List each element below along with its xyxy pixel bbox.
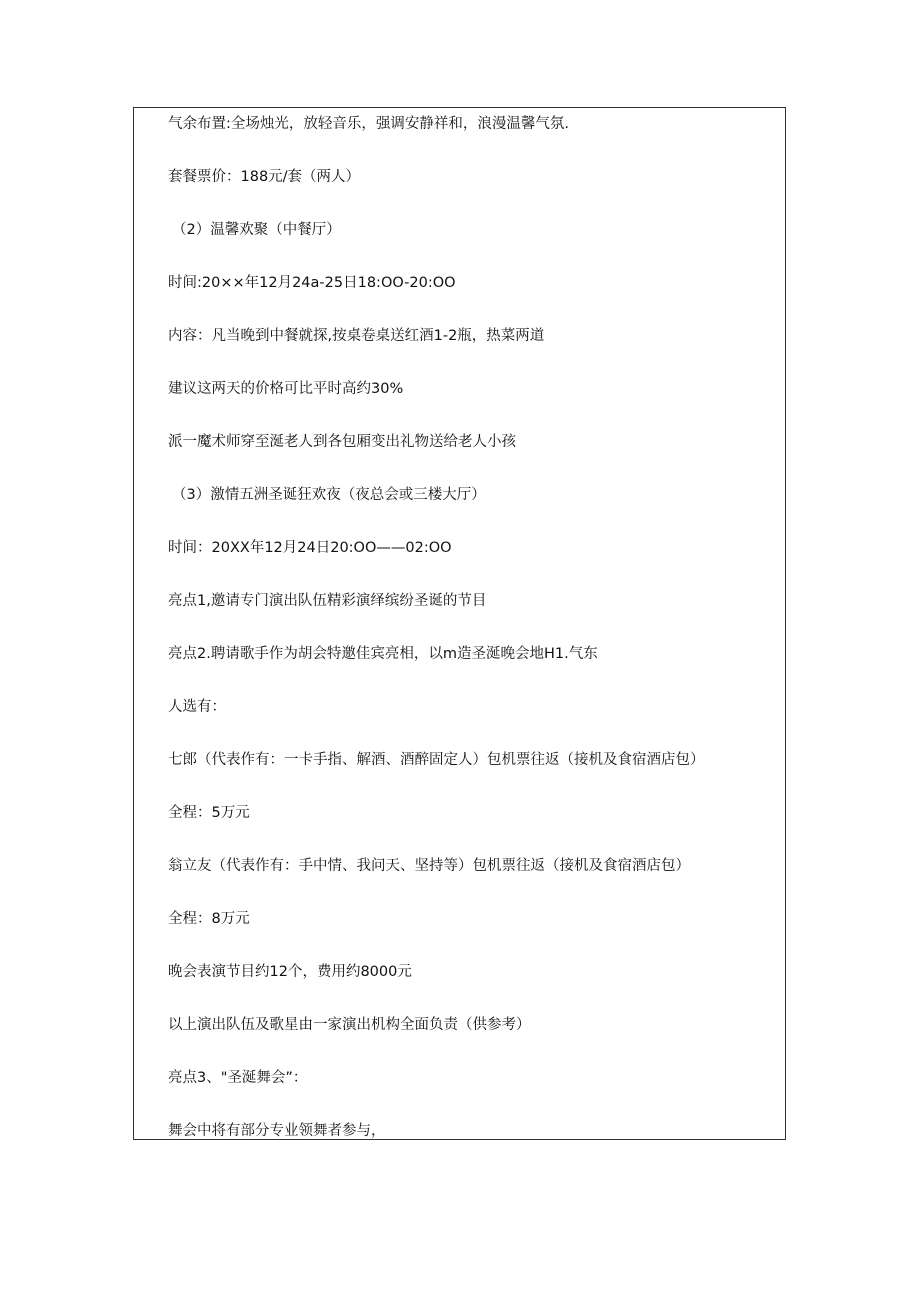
text-line-cost-1: 全程：5万元: [168, 805, 250, 821]
section-heading-3: （3）激情五洲圣诞狂欢夜（夜总会或三楼大厅）: [172, 487, 486, 503]
text-line-magician: 派一魔术师穿至涎老人到各包厢变出礼物送给老人小孩: [168, 434, 516, 450]
text-line-highlight-3: 亮点3、"圣涎舞会”：: [168, 1070, 308, 1086]
text-line-content: 内容：凡当晚到中餐就探,按桌卷桌送红酒1-2瓶，热菜两道: [168, 328, 545, 344]
text-line-time-2: 时间：20XX年12月24日20:OO——02:OO: [168, 540, 452, 556]
document-frame: [133, 107, 786, 1140]
text-line-highlight-1: 亮点1,邀请专门演出队伍精彩演绎缤纷圣诞的节目: [168, 593, 487, 609]
text-line-package-price: 套餐票价：188元/套（两人）: [168, 169, 361, 185]
text-line-cost-2: 全程：8万元: [168, 911, 250, 927]
text-line-candidate-wengliyou: 翁立友（代表作有：手中情、我问天、坚持等）包机票往返（接机及食宿酒店包）: [168, 858, 690, 874]
text-line-agency-note: 以上演出队伍及歌星由一家演出机构全面负责（供参考）: [168, 1017, 531, 1033]
text-line-ambience: 气余布置:全场烛光，放轻音乐，强调安静祥和，浪漫温馨气氛.: [168, 116, 569, 132]
text-line-price-suggestion: 建议这两天的价格可比平时高约30%: [168, 381, 404, 397]
text-line-candidate-qilang: 七郎（代表作有：一卡手指、解酒、酒醉固定人）包机票往返（接机及食宿酒店包）: [168, 752, 705, 768]
text-line-time-1: 时间:20××年12月24a-25日18:OO-20:OO: [168, 275, 456, 291]
text-line-show-budget: 晚会表演节目约12个，费用约8000元: [168, 964, 412, 980]
text-line-highlight-2: 亮点2.聘请歌手作为胡会特邀佳宾亮相，以m造圣涎晚会地H1.气东: [168, 646, 598, 662]
text-line-dancers: 舞会中将有部分专业领舞者参与，: [168, 1123, 386, 1139]
section-heading-2: （2）温馨欢聚（中餐厅）: [172, 222, 341, 238]
text-line-candidates: 人选有：: [168, 699, 226, 715]
